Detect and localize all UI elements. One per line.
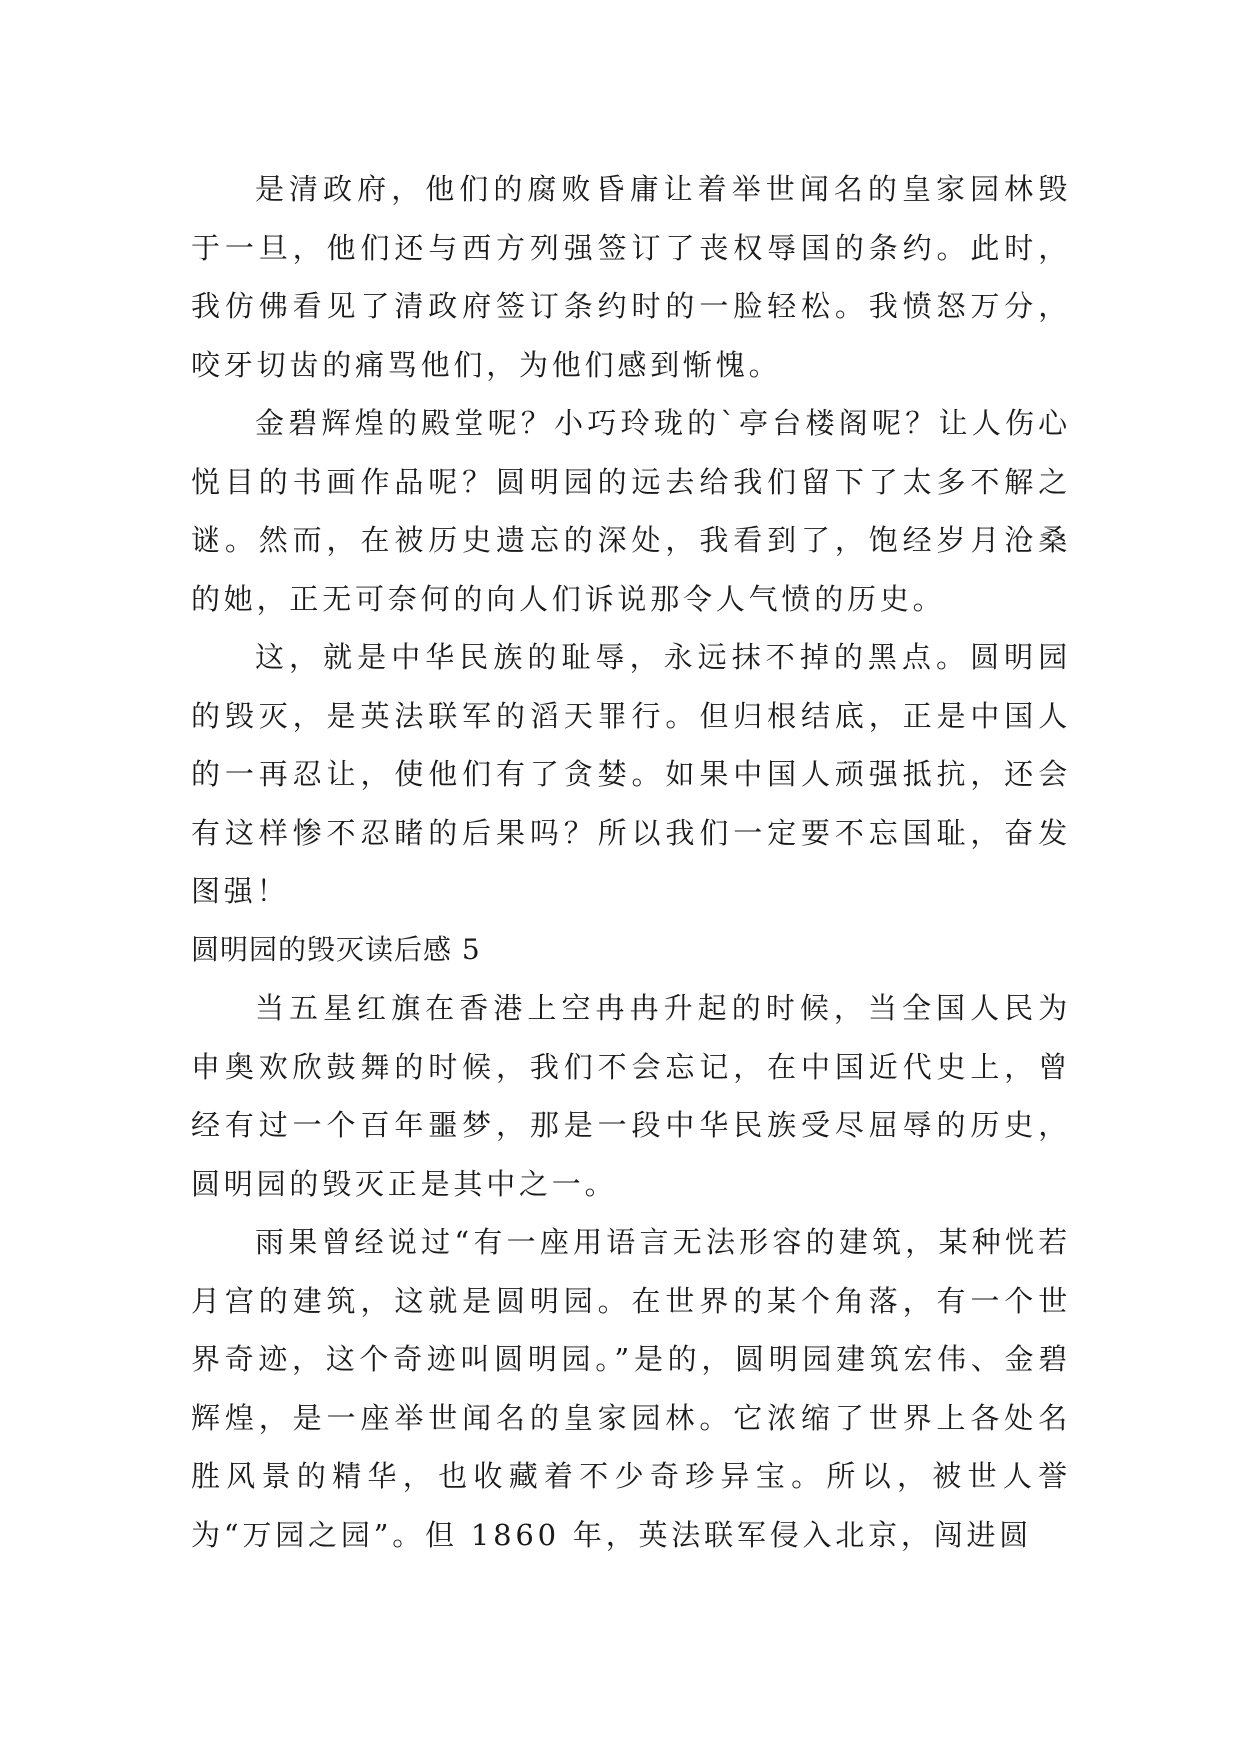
paragraph: 这，就是中华民族的耻辱，永远抹不掉的黑点。圆明园的毁灭，是英法联军的滔天罪行。但归根结底，正是中国人的一再忍让，使他们有了贪婪。如果中国人顽强抵抗，还会有这样惨不忍睹的后果吗？所以我们一定要不忘国耻，奋发图强！	[191, 640, 1071, 908]
section-title: 圆明园的毁灭读后感 5	[191, 932, 481, 966]
document-body	[191, 160, 1071, 1564]
paragraph: 金碧辉煌的殿堂呢？小巧玲珑的`亭台楼阁呢？让人伤心悦目的书画作品呢？圆明园的远去给我们留下了太多不解之谜。然而，在被历史遗忘的深处，我看到了，饱经岁月沧桑的她，正无可奈何的向人们诉说那令人气愤的历史。	[191, 406, 1071, 616]
paragraph: 当五星红旗在香港上空冉冉升起的时候，当全国人民为申奥欢欣鼓舞的时候，我们不会忘记，在中国近代史上，曾经有过一个百年噩梦，那是一段中华民族受尽屈辱的历史，圆明园的毁灭正是其中之一。	[191, 991, 1071, 1201]
paragraph: 是清政府，他们的腐败昏庸让着举世闻名的皇家园林毁于一旦，他们还与西方列强签订了丧权辱国的条约。此时，我仿佛看见了清政府签订条约时的一脸轻松。我愤怒万分，咬牙切齿的痛骂他们，为他们感到惭愧。	[191, 172, 1071, 382]
paragraph: 雨果曾经说过“有一座用语言无法形容的建筑，某种恍若月宫的建筑，这就是圆明园。在世界的某个角落，有一个世界奇迹，这个奇迹叫圆明园。”是的，圆明园建筑宏伟、金碧辉煌，是一座举世闻名的皇家园林。它浓缩了世界上各处名胜风景的精华，也收藏着不少奇珍异宝。所以，被世人誉为“万园之园”。但 1860 年，英法联军侵入北京，闯进圆	[191, 1225, 1071, 1552]
